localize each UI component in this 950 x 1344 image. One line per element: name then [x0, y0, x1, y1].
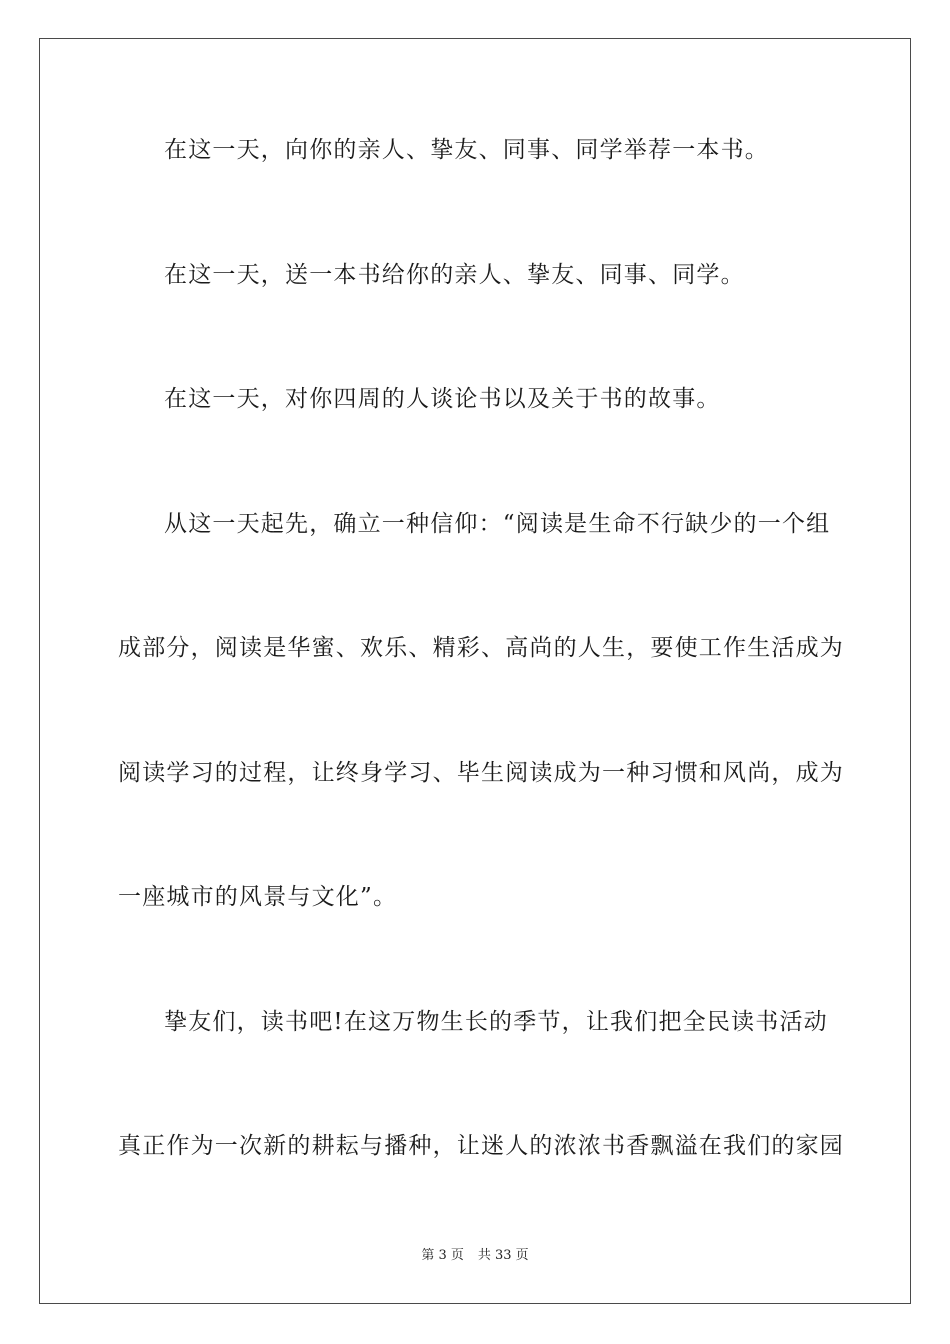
paragraph-line-7: 一座城市的风景与文化”。	[118, 884, 398, 910]
paragraph-line-6: 阅读学习的过程，让终身学习、毕生阅读成为一种习惯和风尚，成为	[118, 760, 844, 786]
page-border	[39, 38, 911, 1304]
paragraph-line-5: 成部分，阅读是华蜜、欢乐、精彩、高尚的人生，要使工作生活成为	[118, 635, 844, 661]
paragraph-line-9: 真正作为一次新的耕耘与播种，让迷人的浓浓书香飘溢在我们的家园	[118, 1133, 844, 1159]
paragraph-line-1: 在这一天，向你的亲人、挚友、同事、同学举荐一本书。	[164, 137, 769, 163]
page-total: 共 33 页	[477, 1248, 529, 1263]
page-number: 第 3 页	[421, 1248, 464, 1263]
paragraph-line-3: 在这一天，对你四周的人谈论书以及关于书的故事。	[164, 386, 721, 412]
page-footer	[0, 1247, 950, 1265]
paragraph-line-8: 挚友们，读书吧!在这万物生长的季节，让我们把全民读书活动	[164, 1009, 828, 1035]
paragraph-line-2: 在这一天，送一本书给你的亲人、挚友、同事、同学。	[164, 262, 745, 288]
paragraph-line-4: 从这一天起先，确立一种信仰：“阅读是生命不行缺少的一个组	[164, 511, 831, 537]
